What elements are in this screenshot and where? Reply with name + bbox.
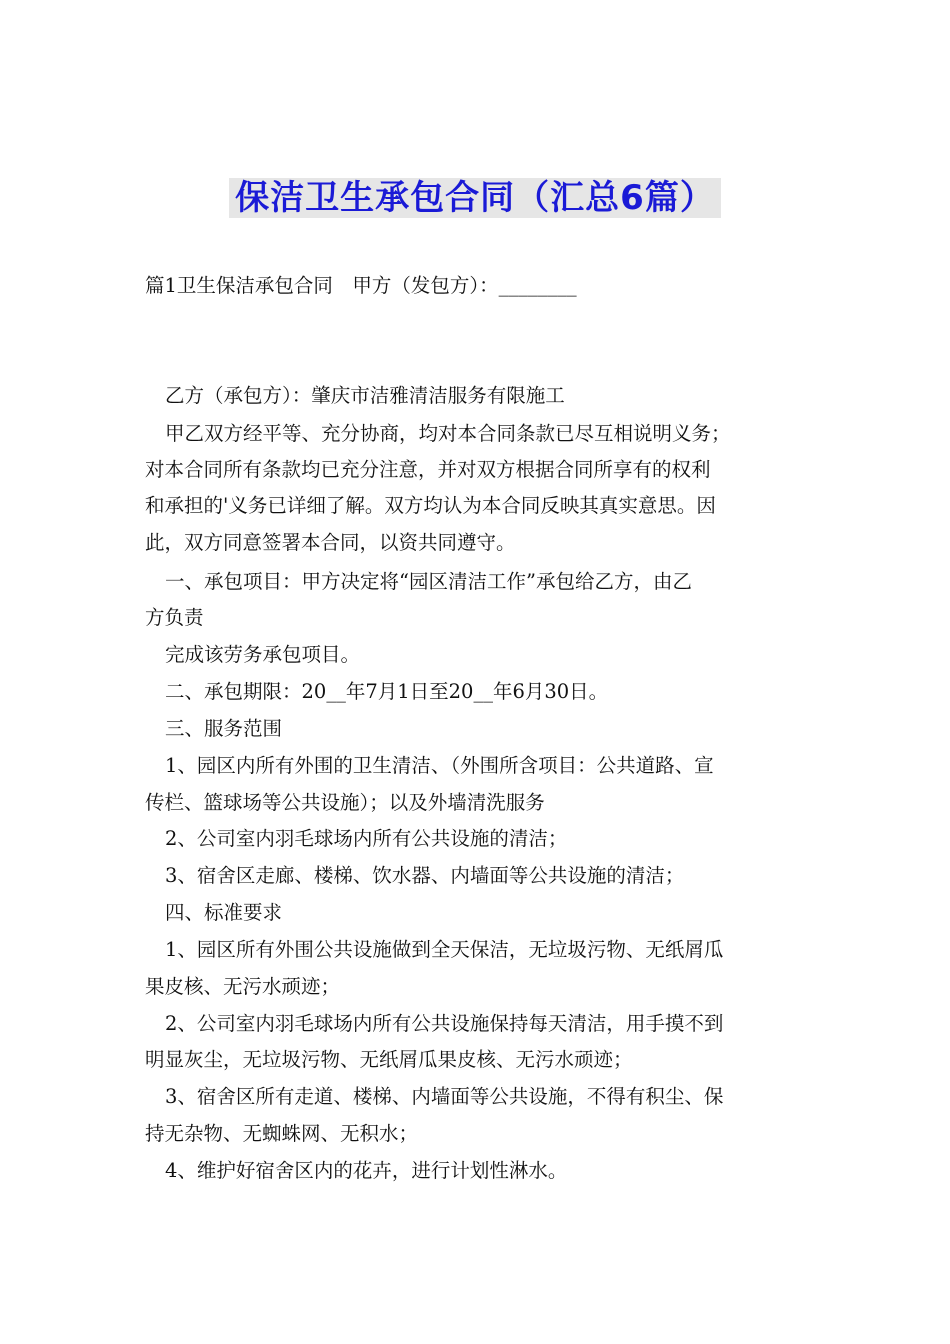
paragraph-line: 完成该劳务承包项目。 [165, 643, 361, 666]
paragraph-line: 和承担的'义务已详细了解。双方均认为本合同反映其真实意思。因 [145, 494, 716, 517]
paragraph-line: 2、公司室内羽毛球场内所有公共设施的清洁； [165, 827, 568, 850]
paragraph-line: 三、服务范围 [165, 717, 283, 740]
paragraph-line: 此，双方同意签署本合同，以资共同遵守。 [145, 531, 516, 554]
paragraph-line: 3、宿舍区走廊、楼梯、饮水器、内墙面等公共设施的清洁； [165, 864, 685, 887]
paragraph-line: 明显灰尘，无垃圾污物、无纸屑瓜果皮核、无污水顽迹； [145, 1048, 633, 1071]
paragraph-line: 乙方（承包方）：肇庆市洁雅清洁服务有限施工 [165, 384, 565, 407]
paragraph-line: 4、维护好宿舍区内的花卉，进行计划性淋水。 [165, 1159, 568, 1182]
paragraph-line: 二、承包期限：20__年7月1日至20__年6月30日。 [165, 680, 609, 703]
paragraph-line: 果皮核、无污水顽迹； [145, 975, 341, 998]
paragraph-line: 传栏、篮球场等公共设施）；以及外墙清洗服务 [145, 791, 545, 814]
title-wrapper [0, 178, 950, 218]
paragraph-line: 篇1卫生保洁承包合同 甲方（发包方）：________ [145, 274, 577, 297]
paragraph-line: 1、园区内所有外围的卫生清洁、（外围所含项目：公共道路、宣 [165, 754, 714, 777]
paragraph-line: 对本合同所有条款均已充分注意，并对双方根据合同所享有的权利 [145, 458, 711, 481]
paragraph-line: 持无杂物、无蜘蛛网、无积水； [145, 1122, 419, 1145]
paragraph-line: 3、宿舍区所有走道、楼梯、内墙面等公共设施，不得有积尘、保 [165, 1085, 724, 1108]
paragraph-line: 四、标准要求 [165, 901, 283, 924]
paragraph-line: 方负责 [145, 606, 204, 629]
paragraph-line: 甲乙双方经平等、充分协商，均对本合同条款已尽互相说明义务； [165, 422, 731, 445]
document-title: 保洁卫生承包合同（汇总6篇） [229, 178, 721, 218]
paragraph-line: 一、承包项目：甲方决定将“园区清洁工作”承包给乙方，由乙 [165, 570, 692, 593]
paragraph-line: 2、公司室内羽毛球场内所有公共设施保持每天清洁，用手摸不到 [165, 1012, 724, 1035]
paragraph-line: 1、园区所有外围公共设施做到全天保洁，无垃圾污物、无纸屑瓜 [165, 938, 724, 961]
